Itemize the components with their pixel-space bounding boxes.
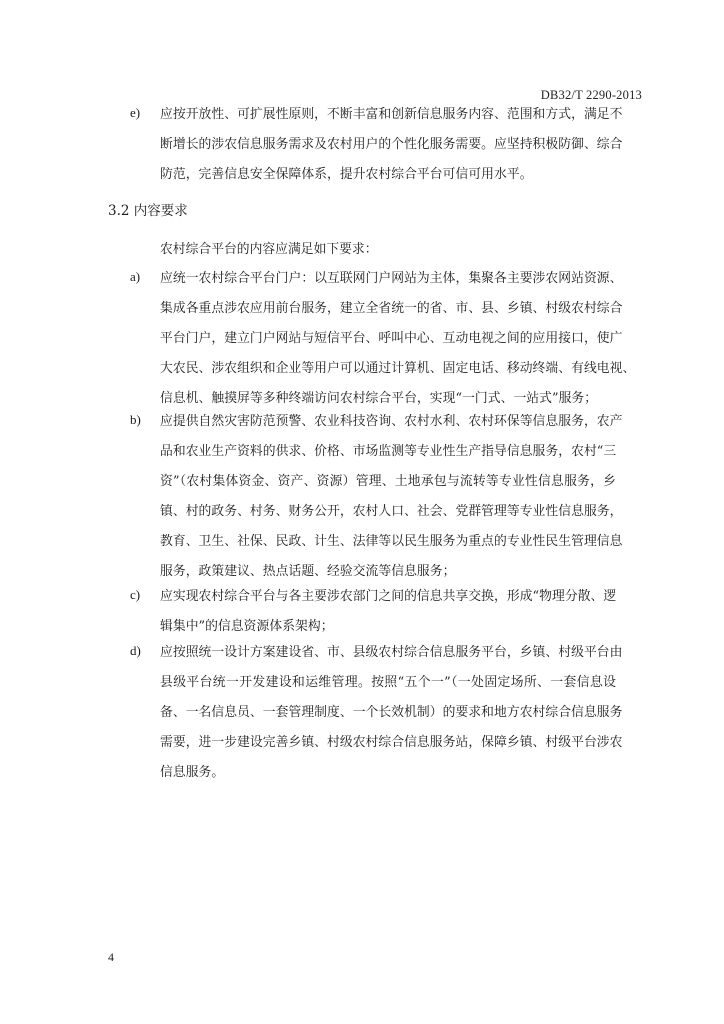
- text-line: 应提供自然灾害防范预警、农业科技咨询、农村水利、农村环保等信息服务，农产: [160, 414, 623, 429]
- list-marker: b): [130, 412, 141, 427]
- text-line: 断增长的涉农信息服务需求及农村用户的个性化服务需要。应坚持积极防御、综合: [160, 137, 623, 153]
- list-marker: a): [130, 269, 141, 284]
- text-line: 应统一农村综合平台门户：以互联网门户网站为主体，集聚各主要涉农网站资源、: [160, 271, 623, 286]
- text-line: 应按照统一设计方案建设省、市、县级农村综合信息服务平台，乡镇、村级平台由: [160, 645, 623, 660]
- text-line: 信息服务。: [160, 765, 225, 781]
- list-marker: d): [130, 643, 141, 658]
- text-line: 备、一名信息员、一套管理制度、一个长效机制）的要求和地方农村综合信息服务: [160, 705, 623, 721]
- text-line: 镇、村的政务、村务、财务公开，农村人口、社会、党群管理等专业性信息服务，: [160, 504, 623, 520]
- list-item-text: [160, 643, 623, 793]
- text-line: 品和农业生产资料的供求、价格、市场监测等专业性生产指导信息服务，农村“三: [160, 444, 617, 460]
- text-line: 防范，完善信息安全保障体系，提升农村综合平台可信可用水平。: [160, 167, 533, 183]
- text-line: 县级平台统一开发建设和运维管理。按照“五个一”（一处固定场所、一套信息设: [160, 675, 616, 691]
- list-item-text: [160, 587, 616, 647]
- section-intro: 农村综合平台的内容应满足如下要求：: [160, 242, 378, 257]
- text-line: 资”（农村集体资金、资产、资源）管理、土地承包与流转等专业性信息服务，乡: [160, 474, 616, 490]
- document-code: DB32/T 2290-2013: [540, 88, 642, 102]
- list-item-text: [160, 105, 623, 195]
- text-line: 应实现农村综合平台与各主要涉农部门之间的信息共享交换，形成“物理分散、逻: [160, 589, 617, 604]
- text-line: 辑集中”的信息资源体系架构；: [160, 619, 334, 635]
- text-line: 平台门户，建立门户网站与短信平台、呼叫中心、互动电视之间的应用接口，使广: [160, 331, 623, 347]
- page-number: 4: [108, 950, 114, 964]
- text-line: 大农民、涉农组织和企业等用户可以通过计算机、固定电话、移动终端、有线电视、: [160, 361, 636, 377]
- text-line: 信息机、触摸屏等多种终端访问农村综合平台，实现“一门式、一站式”服务；: [160, 391, 598, 407]
- list-marker: e): [130, 105, 141, 120]
- section-heading: 3.2 内容要求: [108, 203, 188, 219]
- text-line: 应按开放性、可扩展性原则，不断丰富和创新信息服务内容、范围和方式，满足不: [160, 107, 623, 122]
- text-line: 需要，进一步建设完善乡镇、村级农村综合信息服务站，保障乡镇、村级平台涉农: [160, 735, 623, 751]
- text-line: 教育、卫生、社保、民政、计生、法律等以民生服务为重点的专业性民生管理信息: [160, 534, 623, 550]
- list-marker: c): [130, 587, 141, 602]
- text-line: 集成各重点涉农应用前台服务，建立全省统一的省、市、县、乡镇、村级农村综合: [160, 301, 623, 317]
- list-item-text: [160, 412, 623, 593]
- list-item-text: [160, 269, 636, 419]
- text-line: 服务，政策建议、热点话题、经验交流等信息服务；: [160, 564, 456, 580]
